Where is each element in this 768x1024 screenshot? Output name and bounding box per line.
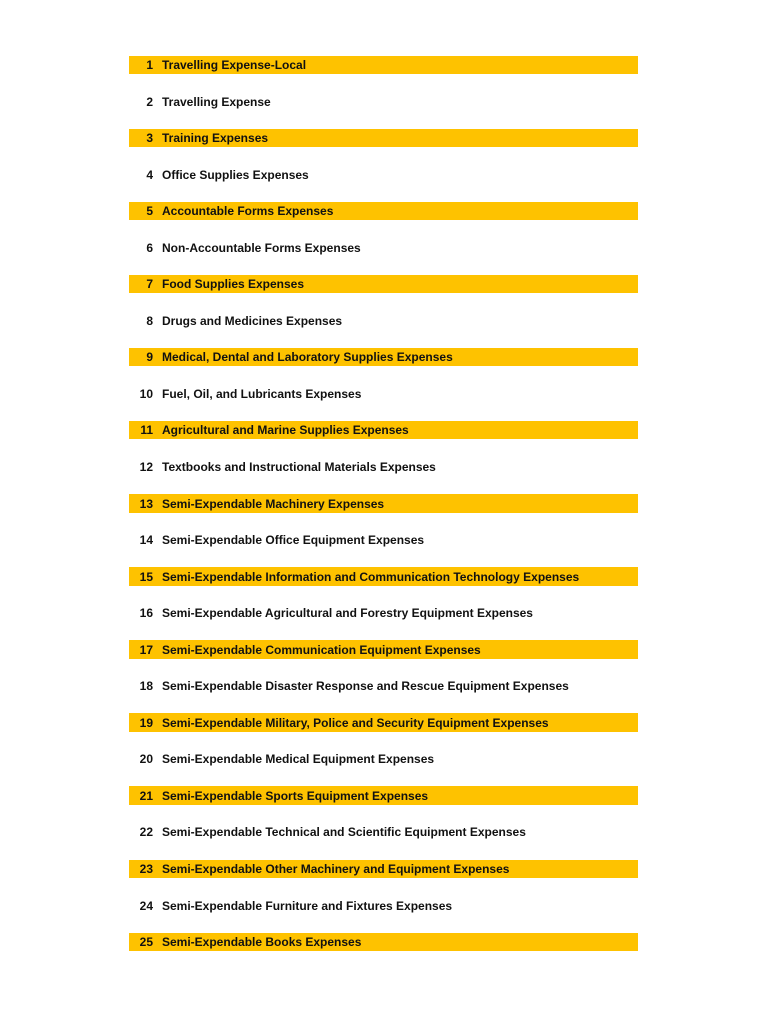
item-number: 19 <box>139 715 153 730</box>
expense-list <box>129 54 638 968</box>
item-number: 21 <box>139 788 153 803</box>
item-label: Office Supplies Expenses <box>162 167 309 182</box>
item-number: 11 <box>140 423 153 438</box>
item-number: 23 <box>139 862 153 877</box>
item-label: Agricultural and Marine Supplies Expenses <box>162 423 409 438</box>
list-item <box>129 821 638 858</box>
item-label: Semi-Expendable Furniture and Fixtures Expenses <box>162 898 453 913</box>
list-item <box>129 383 638 420</box>
item-number: 15 <box>139 569 153 584</box>
item-label: Semi-Expendable Books Expenses <box>162 935 362 950</box>
item-number: 9 <box>146 350 153 365</box>
list-item <box>129 419 638 456</box>
item-label: Training Expenses <box>162 131 269 146</box>
list-item <box>129 273 638 310</box>
item-number: 4 <box>146 167 153 182</box>
list-item <box>129 785 638 822</box>
list-item <box>129 200 638 237</box>
item-number: 5 <box>146 204 153 219</box>
item-number: 6 <box>146 240 153 255</box>
list-item <box>129 529 638 566</box>
item-number: 16 <box>139 606 153 621</box>
list-item <box>129 895 638 932</box>
item-number: 10 <box>139 386 153 401</box>
item-number: 25 <box>139 935 153 950</box>
list-item <box>129 931 638 968</box>
item-label: Semi-Expendable Information and Communication Technology Expenses <box>162 569 580 584</box>
item-number: 13 <box>139 496 153 511</box>
list-item <box>129 858 638 895</box>
item-label: Semi-Expendable Machinery Expenses <box>162 496 385 511</box>
item-label: Food Supplies Expenses <box>162 277 305 292</box>
item-label: Non-Accountable Forms Expenses <box>162 240 361 255</box>
item-label: Medical, Dental and Laboratory Supplies Expenses <box>162 350 453 365</box>
list-item <box>129 493 638 530</box>
item-number: 7 <box>146 277 153 292</box>
item-number: 1 <box>146 58 153 72</box>
item-number: 12 <box>139 460 153 475</box>
item-label: Semi-Expendable Office Equipment Expenses <box>162 533 425 548</box>
item-number: 14 <box>139 533 153 548</box>
item-label: Semi-Expendable Military, Police and Security Equipment Expenses <box>162 715 549 730</box>
item-label: Textbooks and Instructional Materials Expenses <box>162 460 436 475</box>
item-number: 24 <box>139 898 153 913</box>
item-number: 17 <box>139 642 153 657</box>
item-label: Accountable Forms Expenses <box>162 204 334 219</box>
list-item <box>129 566 638 603</box>
list-item <box>129 748 638 785</box>
list-item <box>129 91 638 128</box>
list-item <box>129 456 638 493</box>
item-number: 18 <box>139 679 153 694</box>
item-number: 8 <box>146 313 153 328</box>
item-label: Semi-Expendable Other Machinery and Equipment Expenses <box>162 862 510 877</box>
item-label: Travelling Expense <box>162 94 271 109</box>
list-item <box>129 127 638 164</box>
item-label: Semi-Expendable Communication Equipment Expenses <box>162 642 481 657</box>
list-item <box>129 712 638 749</box>
item-label: Semi-Expendable Medical Equipment Expenses <box>162 752 435 767</box>
list-item <box>129 346 638 383</box>
item-label: Semi-Expendable Agricultural and Forestry Equipment Expenses <box>162 606 533 621</box>
item-number: 20 <box>139 752 153 767</box>
list-item <box>129 602 638 639</box>
item-label: Semi-Expendable Sports Equipment Expenses <box>162 788 429 803</box>
list-item <box>129 675 638 712</box>
list-item <box>129 54 638 91</box>
item-label: Drugs and Medicines Expenses <box>162 313 343 328</box>
item-label: Fuel, Oil, and Lubricants Expenses <box>162 386 362 401</box>
item-number: 2 <box>146 94 153 109</box>
item-label: Semi-Expendable Disaster Response and Rescue Equipment Expenses <box>162 679 569 694</box>
item-number: 3 <box>146 131 153 146</box>
item-label: Semi-Expendable Technical and Scientific Equipment Expenses <box>162 825 526 840</box>
list-item <box>129 310 638 347</box>
list-item <box>129 237 638 274</box>
item-number: 22 <box>139 825 153 840</box>
list-item <box>129 639 638 676</box>
list-item <box>129 164 638 201</box>
item-label: Travelling Expense-Local <box>162 58 307 72</box>
